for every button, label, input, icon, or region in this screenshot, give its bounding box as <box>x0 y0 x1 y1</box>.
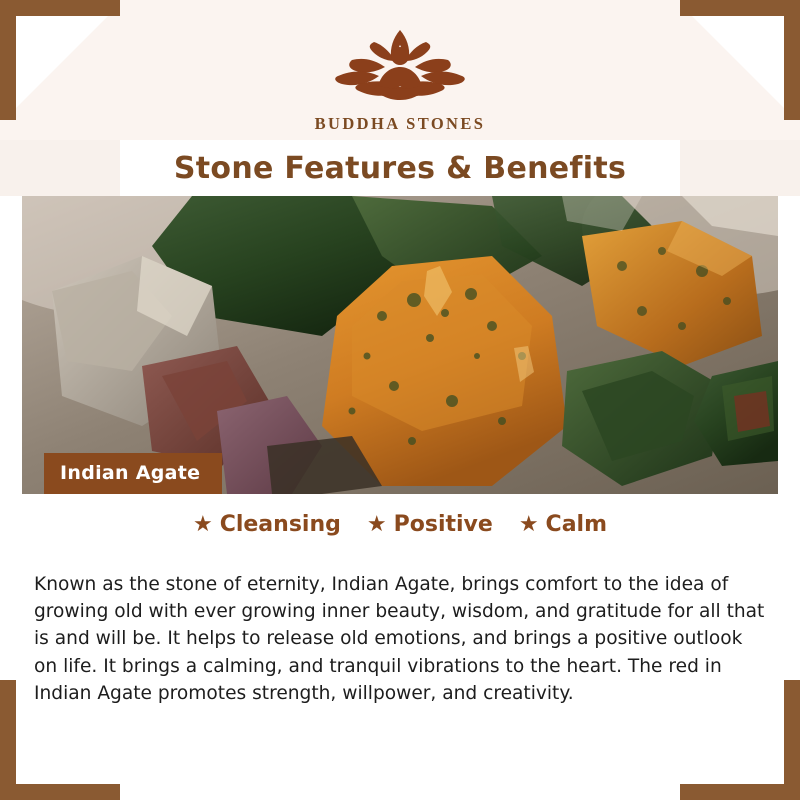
lotus-meditation-icon <box>330 20 470 112</box>
corner-inner-top-right <box>692 16 784 108</box>
corner-inner-bottom-right <box>692 692 784 784</box>
benefit-item <box>367 512 493 537</box>
corner-inner-bottom-left <box>16 692 108 784</box>
benefit-label: Positive <box>393 512 493 537</box>
title-band <box>0 140 800 196</box>
benefit-item <box>193 512 341 537</box>
star-icon: ★ <box>192 511 213 537</box>
description-text: Known as the stone of eternity, Indian Agate, brings comfort to the idea of growing old with ever growing inner beauty, wisdom, and gratitude for all that is and will be. It helps to release old emotions, and brings a positive outlook on life. It brings a calming, and tranquil vibrations to the heart. The red in Indian Agate promotes strength, willpower, and creativity. <box>34 573 765 704</box>
page-title: Stone Features & Benefits <box>173 150 627 186</box>
hero-image <box>22 196 778 494</box>
stone-name-label: Indian Agate <box>44 453 222 494</box>
benefit-item <box>519 512 607 537</box>
corner-inner-top-left <box>16 16 108 108</box>
benefit-label: Calm <box>545 512 608 537</box>
stones-illustration <box>22 196 778 494</box>
star-icon: ★ <box>518 511 539 537</box>
star-icon: ★ <box>366 511 387 537</box>
benefits-row <box>0 512 800 537</box>
brand-name: BUDDHA STONES <box>314 114 486 133</box>
benefit-label: Cleansing <box>219 512 341 537</box>
